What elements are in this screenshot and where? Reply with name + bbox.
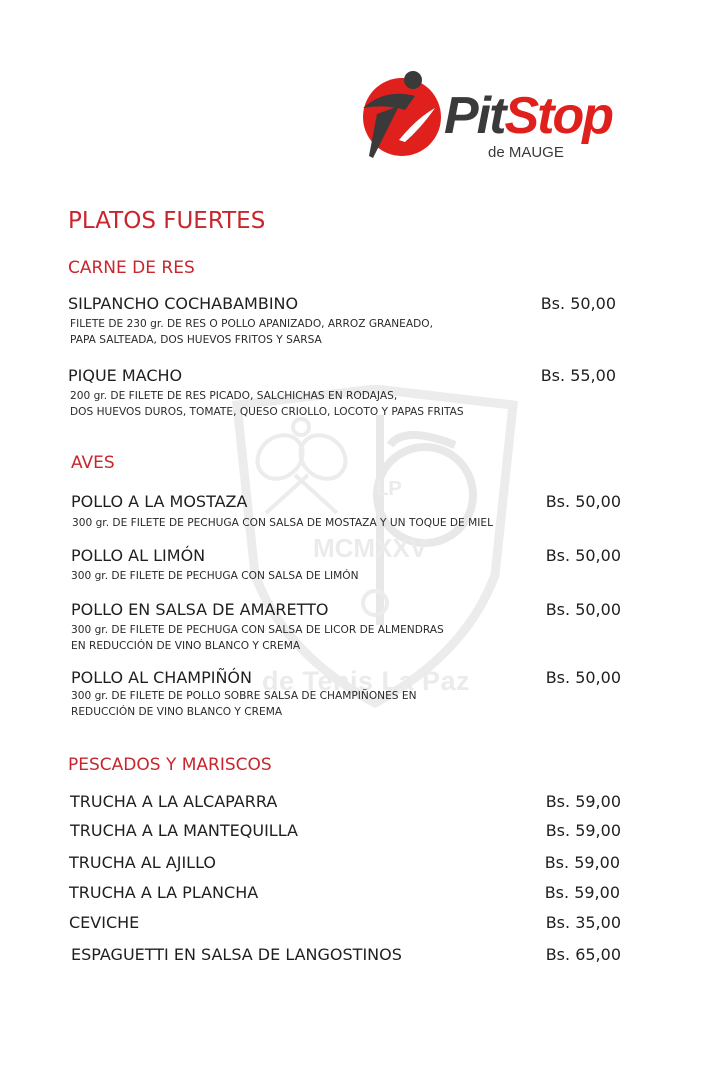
dish-name: ESPAGUETTI EN SALSA DE LANGOSTINOS: [71, 945, 402, 964]
dish-description: 300 gr. DE FILETE DE PECHUGA CON SALSA DE LIMÓN: [71, 570, 359, 582]
dish-price: Bs. 59,00: [545, 821, 621, 840]
dish-price: Bs. 50,00: [540, 294, 616, 313]
section-aves: AVES: [71, 453, 115, 473]
dish-name: POLLO EN SALSA DE AMARETTO: [71, 600, 329, 619]
dish-price: Bs. 50,00: [545, 600, 621, 619]
dish-price: Bs. 59,00: [544, 853, 620, 872]
dish-name: CEVICHE: [69, 913, 140, 932]
dish-price: Bs. 65,00: [545, 945, 621, 964]
dish-description: 200 gr. DE FILETE DE RES PICADO, SALCHICHAS EN RODAJAS, DOS HUEVOS DUROS, TOMATE, QUESO CRIOLLO, LOCOTO Y PAPAS FRITAS: [70, 390, 464, 418]
section-carne-de-res: CARNE DE RES: [68, 258, 195, 278]
watermark-initials: LP: [376, 478, 402, 500]
dish-name: PIQUE MACHO: [68, 366, 183, 385]
dish-name: TRUCHA A LA ALCAPARRA: [70, 792, 278, 811]
dish-price: Bs. 59,00: [544, 883, 620, 902]
dish-name: TRUCHA A LA PLANCHA: [69, 883, 259, 902]
dish-price: Bs. 35,00: [545, 913, 621, 932]
dish-description: 300 gr. DE FILETE DE PECHUGA CON SALSA DE MOSTAZA Y UN TOQUE DE MIEL: [72, 517, 493, 529]
dish-price: Bs. 59,00: [545, 792, 621, 811]
watermark-year: MCMXXV: [312, 533, 428, 563]
dish-name: SILPANCHO COCHABAMBINO: [68, 294, 299, 313]
section-pescados-y-mariscos: PESCADOS Y MARISCOS: [68, 755, 272, 775]
brand-wordmark: [444, 86, 612, 146]
menu-title: PLATOS FUERTES: [68, 208, 266, 234]
dish-name: TRUCHA A LA MANTEQUILLA: [70, 821, 298, 840]
dish-price: Bs. 50,00: [545, 668, 621, 687]
dish-price: Bs. 50,00: [545, 546, 621, 565]
tennis-player-swoosh-icon: [355, 70, 445, 160]
brand-subtitle: de MAUGE: [488, 144, 564, 161]
dish-description: FILETE DE 230 gr. DE RES O POLLO APANIZADO, ARROZ GRANEADO, PAPA SALTEADA, DOS HUEVOS FRITOS Y SARSA: [70, 318, 433, 346]
dish-name: POLLO A LA MOSTAZA: [71, 492, 248, 511]
brand-stop: Stop: [504, 87, 612, 145]
dish-name: POLLO AL LIMÓN: [71, 546, 206, 565]
dish-price: Bs. 55,00: [540, 366, 616, 385]
dish-name: TRUCHA AL AJILLO: [69, 853, 217, 872]
dish-description: 300 gr. DE FILETE DE POLLO SOBRE SALSA DE CHAMPIÑONES EN REDUCCIÓN DE VINO BLANCO Y CREMA: [71, 690, 417, 718]
dish-name: POLLO AL CHAMPIÑÓN: [71, 668, 252, 687]
watermark-text: de Tenis La Paz: [262, 666, 471, 696]
dish-price: Bs. 50,00: [545, 492, 621, 511]
brand-pit: Pit: [444, 87, 505, 145]
dish-description: 300 gr. DE FILETE DE PECHUGA CON SALSA DE LICOR DE ALMENDRAS EN REDUCCIÓN DE VINO BLANCO Y CREMA: [71, 624, 444, 652]
